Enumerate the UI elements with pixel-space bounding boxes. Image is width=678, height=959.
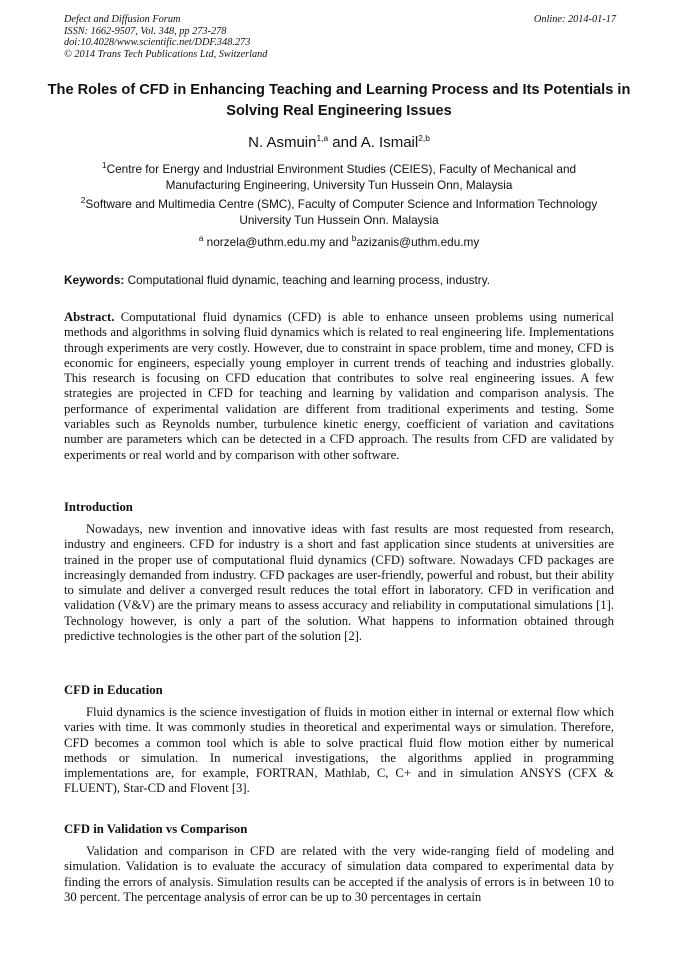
online-date: Online: 2014-01-17 <box>533 14 616 25</box>
abstract-label: Abstract. <box>64 310 115 324</box>
email-line <box>0 235 678 249</box>
email-and: and <box>325 235 352 249</box>
author-2-sup: 2,b <box>418 133 430 143</box>
author-and: and <box>328 134 361 151</box>
section-heading-cfd-education: CFD in Education <box>64 683 163 697</box>
affiliation-1-sup: 1 <box>101 160 107 171</box>
journal-name: Defect and Diffusion Forum <box>64 14 181 25</box>
author-line <box>0 134 678 151</box>
keywords <box>64 273 614 287</box>
email-a[interactable]: norzela@uthm.edu.my <box>203 235 326 249</box>
issn-line: ISSN: 1662-9507, Vol. 348, pp 273-278 <box>64 25 227 37</box>
section-text-introduction: Nowadays, new invention and innovative ideas with fast results are most requested from research, industry and engineers. CFD for industry is a short and fast application since students at universities are trained in the proper use of computational fluid dynamics (CFD) software. Nowadays CFD packages are increasingly demanded from industry. CFD packages are user-friendly, powerful and robust, but their ability to simulate and deliver a converged result reduces the total effort in laboratory. CFD in verification and validation (V&V) are the primary means to assess accuracy and reliability in computational simulations [1]. Technology however, is only a part of the solution. What happens to information obtained through predictive technologies is the other part of the solution [2]. <box>64 522 614 644</box>
section-text-cfd-validation: Validation and comparison in CFD are related with the very wide-ranging field of modeling and simulation. Validation is to evaluate the accuracy of simulation data compared to experimental data by finding the errors of analysis. Simulation results can be accepted if the analysis of errors is in between 10 to 30 percent. The percentage analysis of error can be up to 30 percentages in certain <box>64 844 614 904</box>
affiliation-2-sup: 2 <box>80 195 86 206</box>
affiliation-2 <box>70 196 608 229</box>
abstract-text: Computational fluid dynamics (CFD) is able to enhance unseen problems using numerical methods and algorithms in solving fluid dynamics which is related to real engineering life. Implementations through experiments are very costly. However, due to constraint in space problem, time and money, CFD is economic for engineers, especially young employer in current trends of teaching and industries globally. This research is focusing on CFD education that contributes to solve real engineering issues. A few strategies are projected in CFD for teaching and learning by validation and comparison analysis. The performance of experimental validation are different from traditional experiments and testing. Some variables such as Reynolds number, turbulence kinetic energy, coefficient of variation and cavitations number are parameters which can be detected in a CFD approach. The results from CFD are validated by experiments or real world and by comparison with other software. <box>64 310 614 462</box>
author-2: A. Ismail <box>360 134 419 151</box>
keywords-label: Keywords: <box>64 273 125 287</box>
copyright-line: © 2014 Trans Tech Publications Ltd, Switzerland <box>64 48 268 60</box>
email-b[interactable]: azizanis@uthm.edu.my <box>356 235 480 249</box>
journal-header <box>64 14 267 60</box>
author-1: N. Asmuin <box>248 134 317 151</box>
author-1-sup: 1,a <box>316 133 329 143</box>
doi-line: doi:10.4028/www.scientific.net/DDF.348.273 <box>64 37 251 49</box>
affiliation-2-text: Software and Multimedia Centre (SMC), Faculty of Computer Science and Information Technology University Tun Hussein Onn. Malaysia <box>85 197 598 228</box>
section-heading-cfd-validation: CFD in Validation vs Comparison <box>64 822 248 836</box>
section-heading-introduction: Introduction <box>64 500 133 514</box>
email-b-sup: b <box>351 233 357 244</box>
abstract <box>64 310 614 463</box>
affiliation-1-text: Centre for Energy and Industrial Environment Studies (CEIES), Faculty of Mechanical and Manufacturing Engineering, University Tun Hussein Onn, Malaysia <box>106 162 577 193</box>
email-a-sup: a <box>198 233 204 244</box>
affiliation-1 <box>70 161 608 194</box>
section-text-cfd-education: Fluid dynamics is the science investigation of fluids in motion either in internal or external flow which varies with time. It was commonly studies in theoretical and experimental ways or simulation. Therefore, CFD becomes a common tool which is able to solve practical fluid flow motion either by numerical methods or simulation. In numerical investigations, the algorithms applied in programming implementations are, for example, FORTRAN, Mathlab, C, C+ and in simulation ANSYS (CFX & FLUENT), Star-CD and Flovent [3]. <box>64 705 614 796</box>
keywords-text: Computational fluid dynamic, teaching and learning process, industry. <box>124 273 490 287</box>
paper-title: The Roles of CFD in Enhancing Teaching and Learning Process and Its Potentials in Solving Real Engineering Issues <box>47 82 631 119</box>
